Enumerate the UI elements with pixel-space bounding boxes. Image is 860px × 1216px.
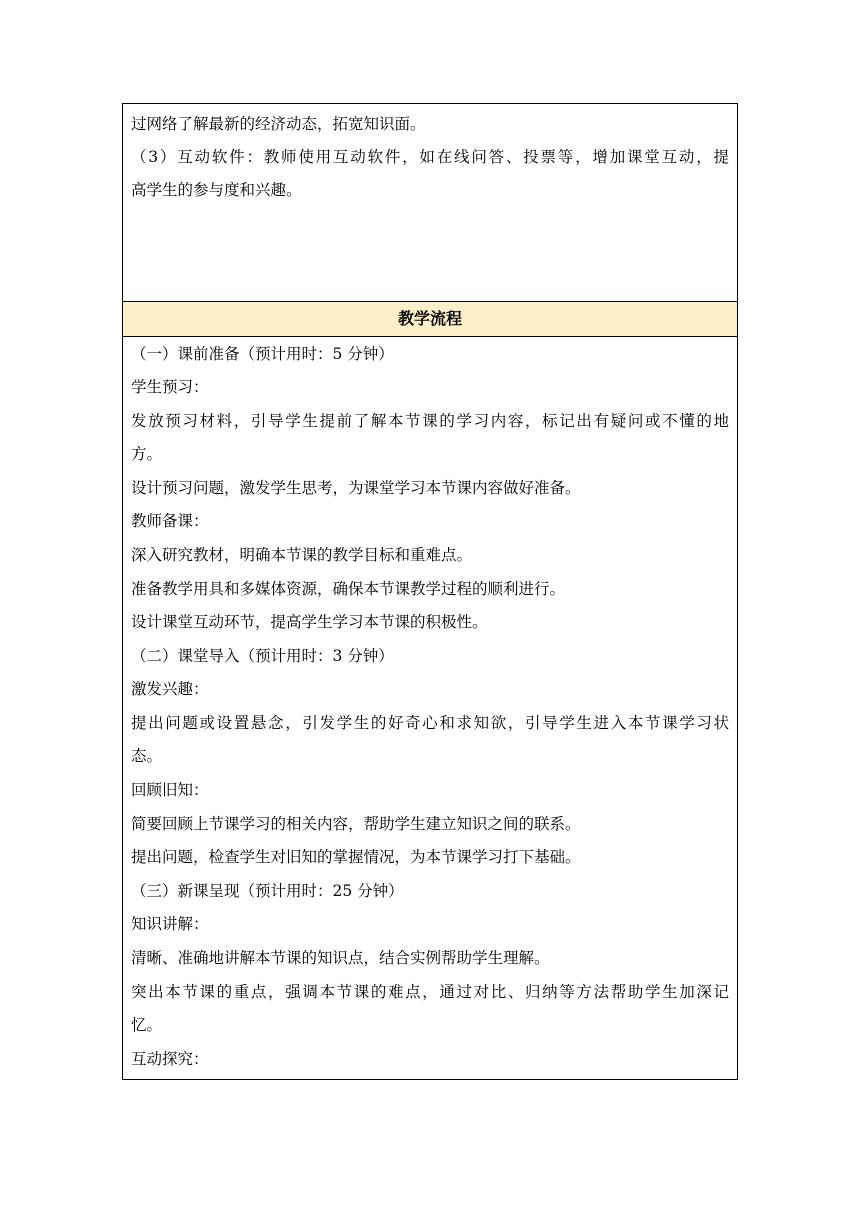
lesson-plan-table xyxy=(122,103,738,1080)
text-line: 忆。 xyxy=(131,1016,163,1034)
text-line: 设计预习问题，激发学生思考，为课堂学习本节课内容做好准备。 xyxy=(131,479,581,497)
subheading: 学生预习： xyxy=(131,378,209,396)
text-line: 清晰、准确地讲解本节课的知识点，结合实例帮助学生理解。 xyxy=(131,949,550,967)
subheading: 激发兴趣： xyxy=(131,680,209,698)
step-heading: （二）课堂导入（预计用时：3 分钟） xyxy=(131,647,394,665)
subheading: 互动探究： xyxy=(131,1050,209,1068)
text-line: 深入研究教材，明确本节课的教学目标和重难点。 xyxy=(131,546,473,564)
text-line: 方。 xyxy=(131,445,163,463)
text-line: 过网络了解最新的经济动态，拓宽知识面。 xyxy=(131,115,426,133)
text-line: 提出问题，检查学生对旧知的掌握情况，为本节课学习打下基础。 xyxy=(131,848,581,866)
subheading: 知识讲解： xyxy=(131,915,209,933)
text-line: 提出问题或设置悬念，引发学生的好奇心和求知欲，引导学生进入本节课学习状 xyxy=(131,714,729,732)
text-line: （3）互动软件：教师使用互动软件，如在线问答、投票等，增加课堂互动，提 xyxy=(131,148,729,166)
subheading: 教师备课： xyxy=(131,512,209,530)
teaching-resources-cell xyxy=(123,104,737,302)
text-line: 简要回顾上节课学习的相关内容，帮助学生建立知识之间的联系。 xyxy=(131,815,581,833)
teaching-process-cell xyxy=(123,337,737,1079)
text-line: 高学生的参与度和兴趣。 xyxy=(131,181,302,199)
text-line: 突出本节课的重点，强调本节课的难点，通过对比、归纳等方法帮助学生加深记 xyxy=(131,983,729,1001)
text-line: 准备教学用具和多媒体资源，确保本节课教学过程的顺利进行。 xyxy=(131,580,566,598)
step-heading: （一）课前准备（预计用时：5 分钟） xyxy=(131,345,394,363)
step-heading: （三）新课呈现（预计用时：25 分钟） xyxy=(131,882,404,900)
text-line: 设计课堂互动环节，提高学生学习本节课的积极性。 xyxy=(131,613,488,631)
section-title: 教学流程 xyxy=(397,309,462,328)
text-line: 发放预习材料，引导学生提前了解本节课的学习内容，标记出有疑问或不懂的地 xyxy=(131,412,729,430)
section-header xyxy=(123,302,737,337)
subheading: 回顾旧知： xyxy=(131,781,209,799)
text-line: 态。 xyxy=(131,747,163,765)
